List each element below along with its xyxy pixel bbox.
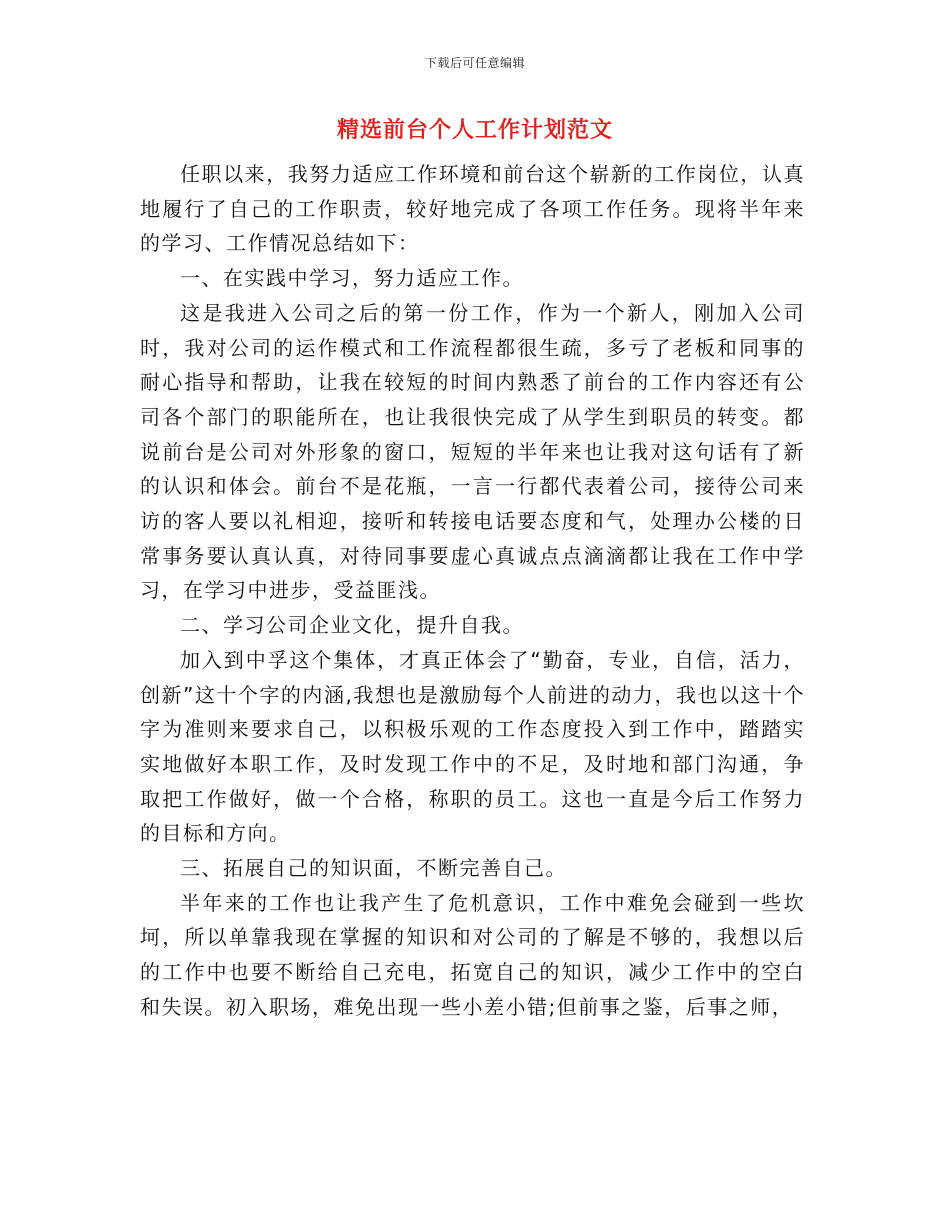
section-3-paragraph: 半年来的工作也让我产生了危机意识，工作中难免会碰到一些坎坷，所以单靠我现在掌握的知识和对公司的了解是不够的，我想以后的工作中也要不断给自己充电，拓宽自己的知识，减少工作中的空白和失误。初入职场，难免出现一些小差小错;但前事之鉴，后事之师， xyxy=(140,890,805,1019)
header-note: 下载后可任意编辑 xyxy=(424,56,525,70)
intro-paragraph: 任职以来，我努力适应工作环境和前台这个崭新的工作岗位，认真地履行了自己的工作职责，较好地完成了各项工作任务。现将半年来的学习、工作情况总结如下： xyxy=(140,162,805,256)
section-2-paragraph: 加入到中孚这个集体，才真正体会了“勤奋，专业，自信，活力，创新”这十个字的内涵,我想也是激励每个人前进的动力，我也以这十个字为准则来要求自己，以积极乐观的工作态度投入到工作中，踏踏实实地做好本职工作，及时发现工作中的不足，及时地和部门沟通，争取把工作做好，做一个合格，称职的员工。这也一直是今后工作努力的目标和方向。 xyxy=(140,647,805,846)
section-3-heading: 三、拓展自己的知识面，不断完善自己。 xyxy=(180,856,567,881)
section-2-heading: 二、学习公司企业文化，提升自我。 xyxy=(180,613,524,638)
document-body xyxy=(140,157,805,1025)
section-1-heading: 一、在实践中学习，努力适应工作。 xyxy=(180,266,524,291)
document-title: 精选前台个人工作计划范文 xyxy=(336,118,613,143)
section-1-paragraph: 这是我进入公司之后的第一份工作，作为一个新人，刚加入公司时，我对公司的运作模式和工作流程都很生疏，多亏了老板和同事的耐心指导和帮助，让我在较短的时间内熟悉了前台的工作内容还有公司各个部门的职能所在，也让我很快完成了从学生到职员的转变。都说前台是公司对外形象的窗口，短短的半年来也让我对这句话有了新的认识和体会。前台不是花瓶，一言一行都代表着公司，接待公司来访的客人要以礼相迎，接听和转接电话要态度和气，处理办公楼的日常事务要认真认真，对待同事要虚心真诚点点滴滴都让我在工作中学习，在学习中进步，受益匪浅。 xyxy=(140,300,805,603)
